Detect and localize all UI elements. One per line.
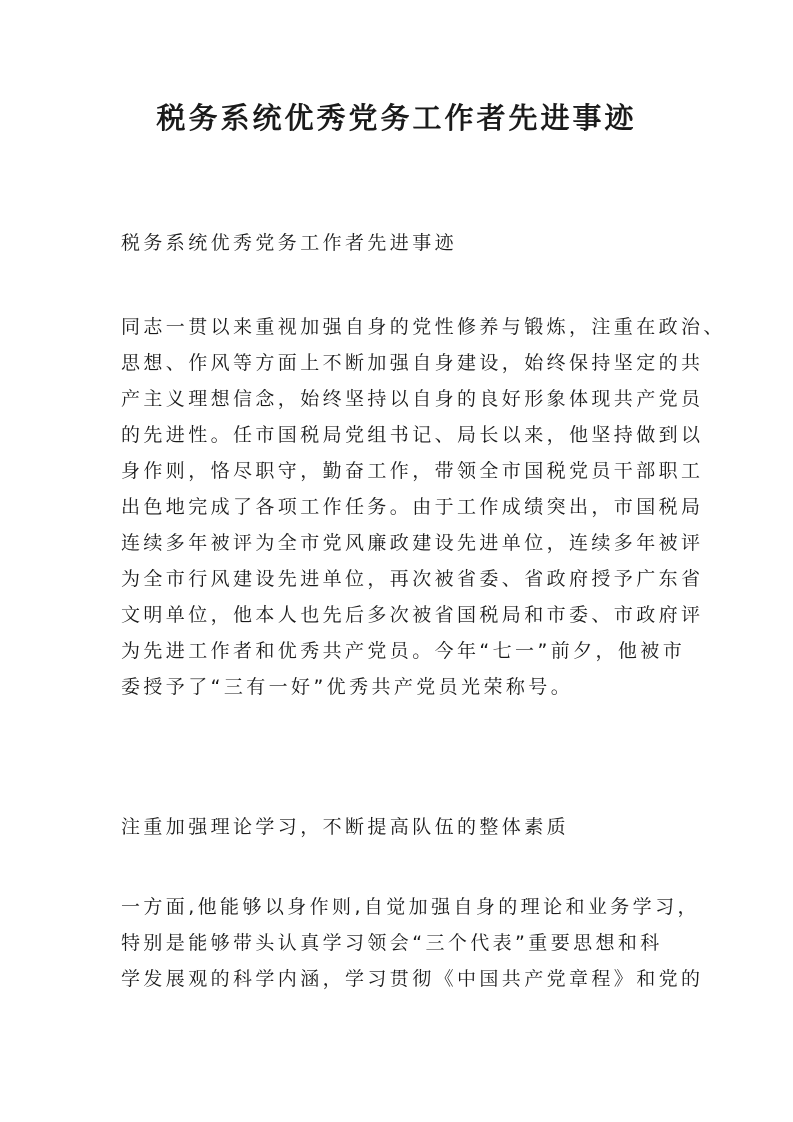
paragraph-line: 一方面,他能够以身作则,自觉加强自身的理论和业务学习， <box>121 896 700 918</box>
paragraph-line: 思想、作风等方面上不断加强自身建设，始终保持坚定的共 <box>121 352 704 374</box>
paragraph-line: 为先进工作者和优秀共产党员。今年“七一”前夕，他被市 <box>121 640 686 662</box>
paragraph-line: 出色地完成了各项工作任务。由于工作成绩突出，市国税局 <box>121 496 704 518</box>
paragraph-1 <box>121 313 726 709</box>
paragraph-line: 为全市行风建设先进单位，再次被省委、省政府授予广东省 <box>121 568 704 590</box>
paragraph-line: 产主义理想信念，始终坚持以自身的良好形象体现共产党员 <box>121 388 704 410</box>
paragraph-line: 身作则，恪尽职守，勤奋工作，带领全市国税党员干部职工 <box>121 460 704 482</box>
paragraph-line: 学发展观的科学内涵，学习贯彻《中国共产党章程》和党的 <box>121 968 704 990</box>
paragraph-line: 特别是能够带头认真学习领会“三个代表”重要思想和科 <box>121 932 663 954</box>
paragraph-line: 文明单位，他本人也先后多次被省国税局和市委、市政府评 <box>121 604 704 626</box>
paragraph-line: 的先进性。任市国税局党组书记、局长以来，他坚持做到以 <box>121 424 704 446</box>
document-title: 税务系统优秀党务工作者先进事迹 <box>156 101 637 135</box>
section-heading: 注重加强理论学习，不断提高队伍的整体素质 <box>121 816 570 838</box>
paragraph-line: 连续多年被评为全市党风廉政建设先进单位，连续多年被评 <box>121 532 704 554</box>
paragraph-2 <box>121 893 704 1001</box>
paragraph-line: 同志一贯以来重视加强自身的党性修养与锻炼，注重在政治、 <box>121 316 726 338</box>
paragraph-line: 委授予了“三有一好”优秀共产党员光荣称号。 <box>121 676 574 698</box>
document-subtitle: 税务系统优秀党务工作者先进事迹 <box>121 232 458 254</box>
